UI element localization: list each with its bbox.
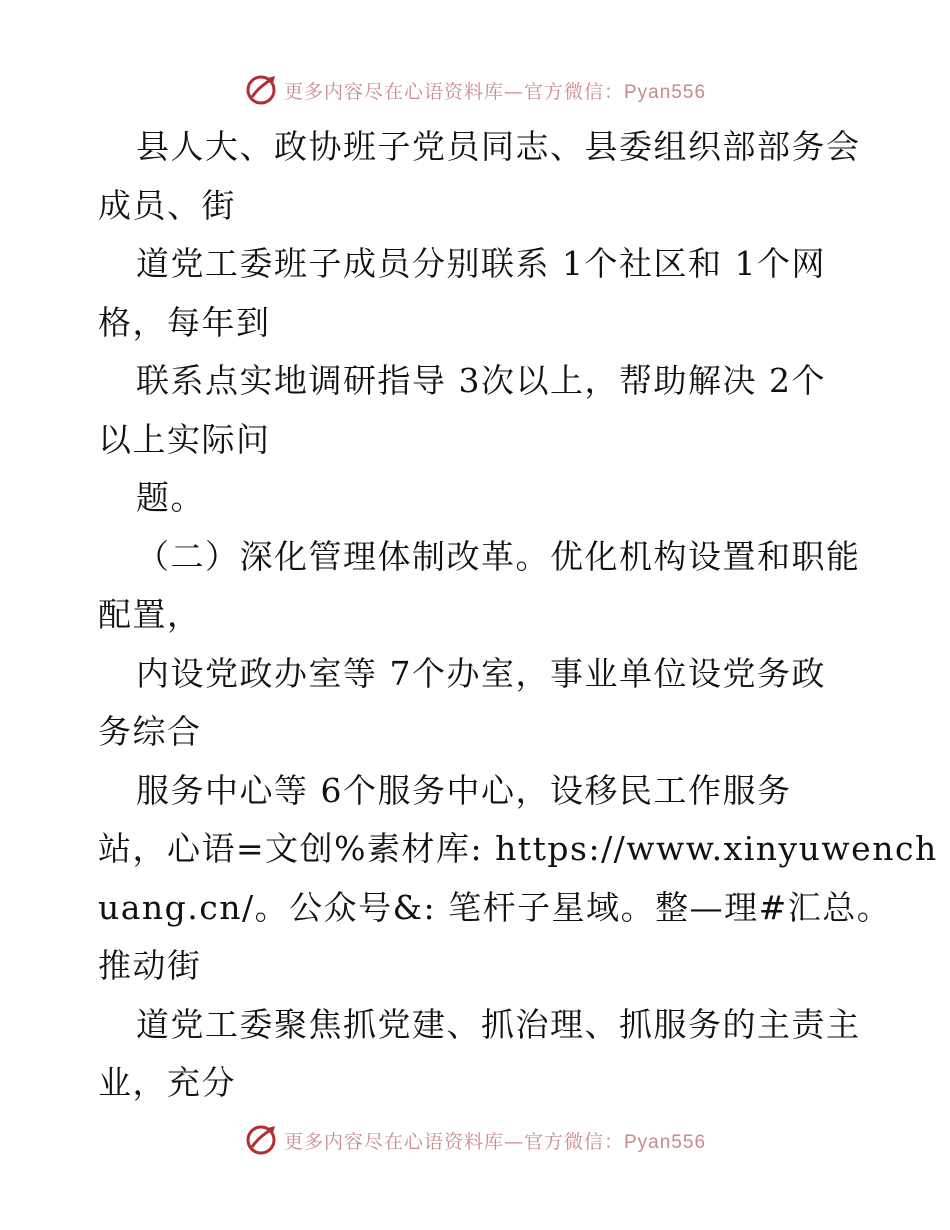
footer-watermark: [0, 1120, 950, 1160]
text-line: 格，每年到: [98, 302, 271, 342]
text-line: 联系点实地调研指导 3次以上，帮助解决 2个: [136, 361, 826, 400]
text-line: 道党工委班子成员分别联系 1个社区和 1个网: [136, 244, 826, 283]
text-line: 配置，: [98, 595, 202, 634]
text-line: 成员、街: [98, 185, 236, 225]
text-line: uang.cn/。公众号&: 笔杆子星域。整—理#汇总。: [98, 887, 892, 927]
text-line: 站，心语=文创%素材库: https://www.xinyuwench: [98, 829, 938, 868]
pen-logo-icon: [244, 73, 278, 107]
text-line: 以上实际问: [98, 419, 271, 459]
text-line: 道党工委聚焦抓党建、抓治理、抓服务的主责主: [136, 1004, 861, 1044]
text-line: （二）深化管理体制改革。优化机构设置和职能: [136, 536, 861, 576]
text-line: 业，充分: [98, 1063, 236, 1102]
text-line: 推动街: [98, 946, 202, 985]
document-body: [98, 118, 938, 1113]
text-line: 题。: [136, 478, 205, 517]
watermark-text: 更多内容尽在心语资料库—官方微信：Pyan556: [283, 1130, 707, 1153]
text-line: 内设党政办室等 7个办室，事业单位设党务政: [136, 653, 826, 693]
pen-logo-icon: [244, 1123, 278, 1157]
text-line: 服务中心等 6个服务中心，设移民工作服务: [136, 770, 792, 810]
text-line: 县人大、政协班子党员同志、县委组织部部务会: [136, 127, 861, 166]
header-watermark: [0, 70, 950, 110]
text-line: 务综合: [98, 712, 202, 751]
watermark-text: 更多内容尽在心语资料库—官方微信：Pyan556: [283, 80, 707, 103]
